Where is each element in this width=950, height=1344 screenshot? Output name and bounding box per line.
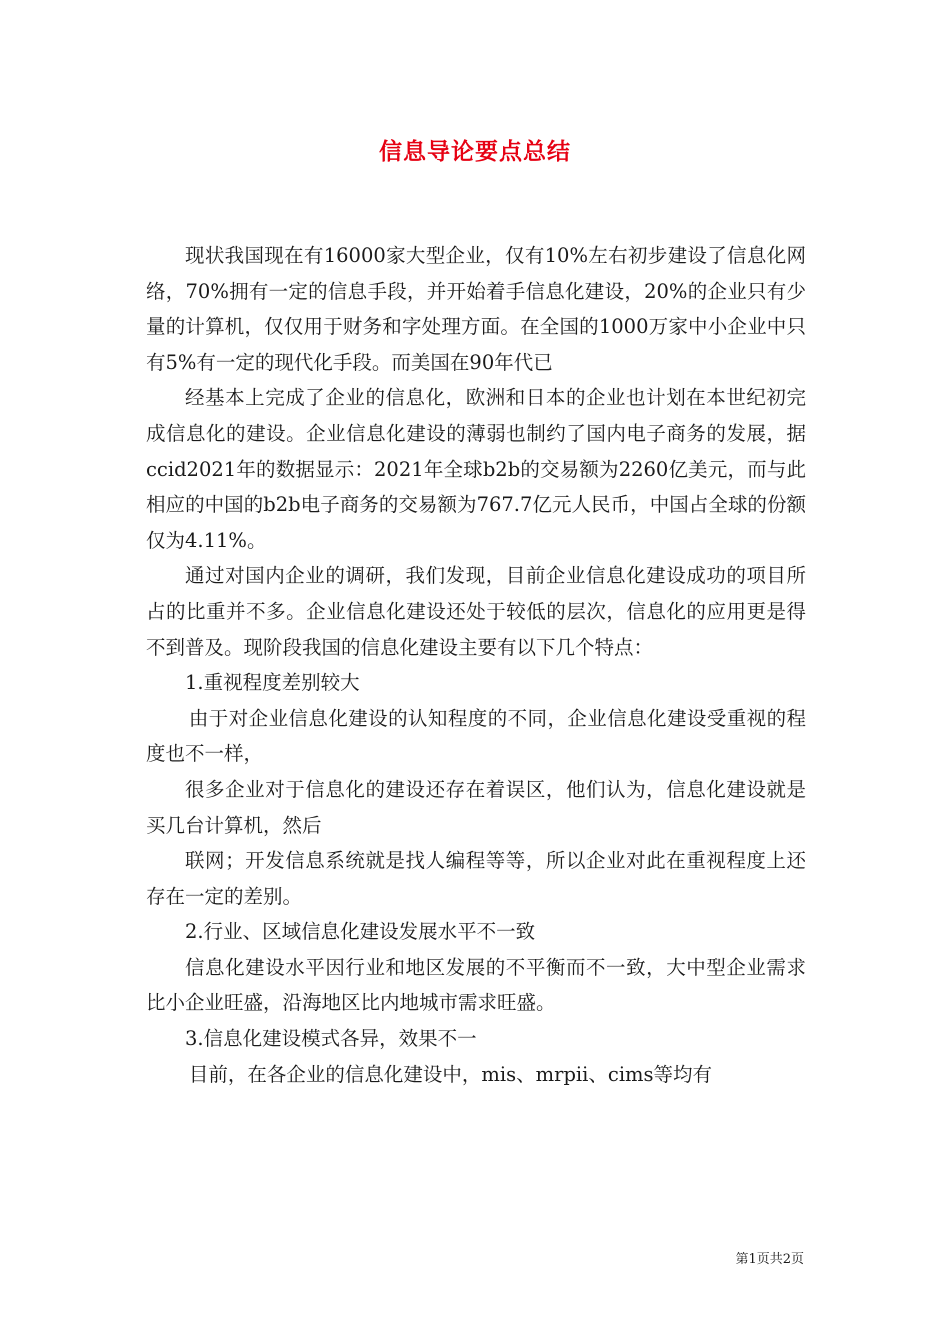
section-heading: 1.重视程度差别较大 (185, 671, 360, 695)
paragraph: 很多企业对于信息化的建设还存在着误区，他们认为，信息化建设就是买几台计算机，然后 (146, 777, 806, 837)
document-body (146, 238, 806, 1092)
paragraph: 由于对企业信息化建设的认知程度的不同，企业信息化建设受重视的程度也不一样， (146, 706, 806, 766)
page-number: 第1页共2页 (735, 1252, 804, 1267)
paragraph: 经基本上完成了企业的信息化，欧洲和日本的企业也计划在本世纪初完成信息化的建设。企业信息化建设的薄弱也制约了国内电子商务的发展，据ccid2021年的数据显示：2021年全球b2b的交易额为2260亿美元，而与此相应的中国的b2b电子商务的交易额为767.7亿元人民币，中国占全球的份额仅为4.11%。 (146, 386, 806, 552)
section-heading: 3.信息化建设模式各异，效果不一 (185, 1027, 477, 1051)
document-title: 信息导论要点总结 (379, 138, 571, 165)
paragraph: 通过对国内企业的调研，我们发现，目前企业信息化建设成功的项目所占的比重并不多。企业信息化建设还处于较低的层次，信息化的应用更是得不到普及。现阶段我国的信息化建设主要有以下几个特点： (146, 564, 806, 659)
paragraph: 目前，在各企业的信息化建设中，mis、mrpii、cims等均有 (188, 1062, 713, 1086)
paragraph: 现状我国现在有16000家大型企业，仅有10%左右初步建设了信息化网络，70%拥有一定的信息手段，并开始着手信息化建设，20%的企业只有少量的计算机，仅仅用于财务和字处理方面。在全国的1000万家中小企业中只有5%有一定的现代化手段。而美国在90年代已 (146, 244, 806, 374)
paragraph: 联网；开发信息系统就是找人编程等等，所以企业对此在重视程度上还存在一定的差别。 (146, 849, 806, 908)
paragraph: 信息化建设水平因行业和地区发展的不平衡而不一致，大中型企业需求比小企业旺盛，沿海地区比内地城市需求旺盛。 (146, 955, 806, 1015)
section-heading: 2.行业、区域信息化建设发展水平不一致 (185, 920, 536, 944)
